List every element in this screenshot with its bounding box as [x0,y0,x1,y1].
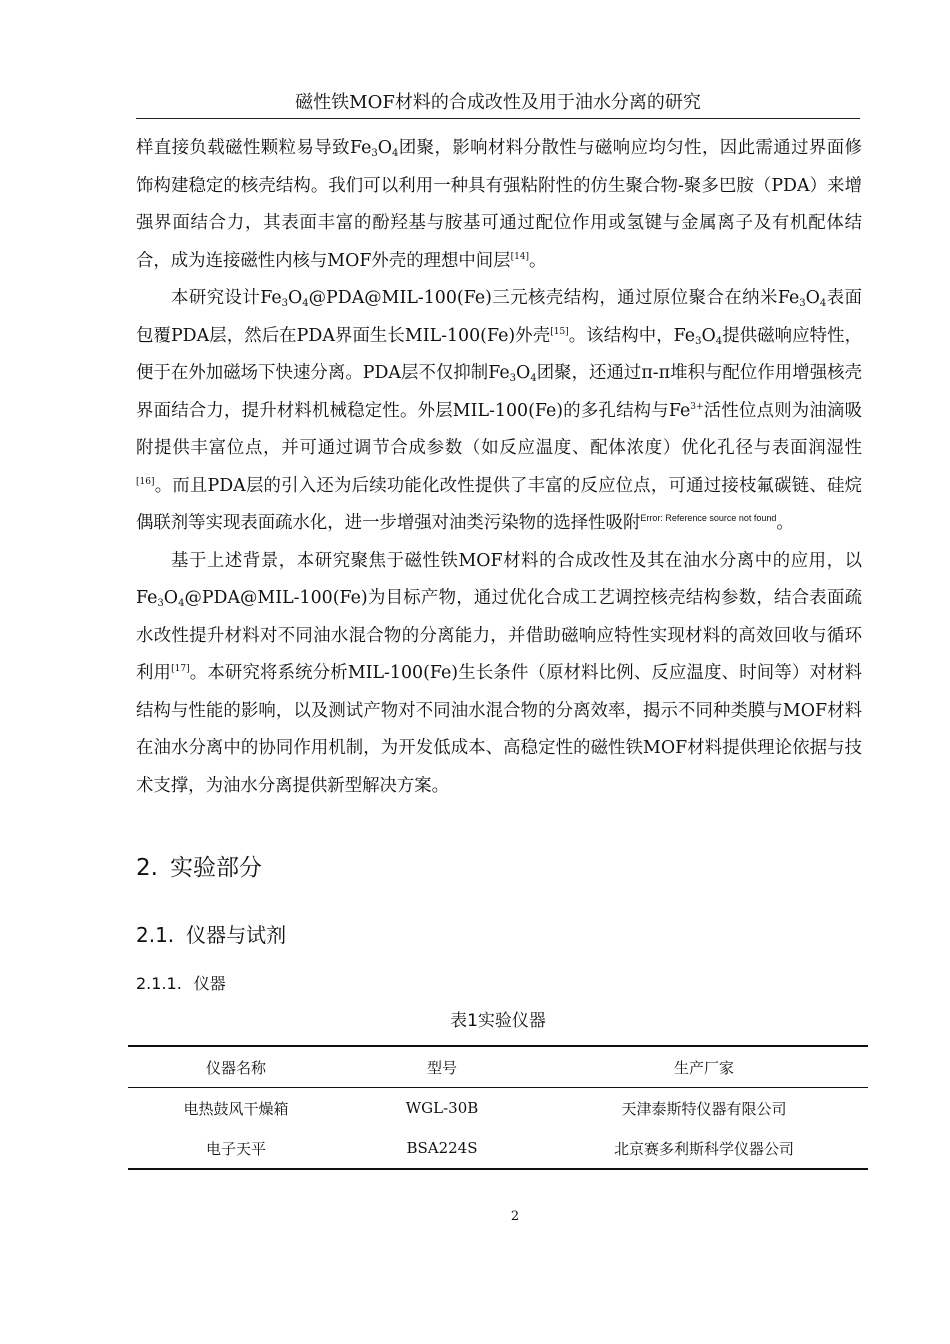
text-run: O [701,325,716,346]
text-run: @PDA@MIL-100(Fe)为目标产物，通过优化合成工艺调控核壳结构参数，结合表面疏水改性提升材料对不同油水混合物的分离能力，并借助磁响应特性实现材料的高效回收与循环利用 [136,588,862,683]
reference-error: Error: Reference source not found [640,513,777,523]
text-run: O [516,363,531,383]
table-cell: 电热鼓风干燥箱 [183,1099,289,1118]
section-heading-experimental [136,851,262,885]
table-cell: BSA224S [406,1139,478,1157]
text-run: @PDA@MIL-100(Fe)三元核壳结构，通过原位聚合在纳米Fe [308,288,800,308]
subscript: 3 [799,298,806,309]
subscript: 4 [819,298,827,309]
text-run: 。该结构中，Fe [568,325,696,346]
text-run: 。 [529,250,547,271]
text-run: O [805,288,820,308]
heading-text: 仪器与试剂 [186,923,287,947]
subscript: 3 [371,148,378,159]
text-run: 样直接负载磁性颗粒易导致Fe [136,138,372,158]
text-run: 提供磁响应特性，便于在外加磁场下快速分离。PDA层不仅抑制Fe [136,325,862,383]
heading-number: 2.1.1. [136,974,182,993]
text-run: O [163,588,179,608]
subscript: 4 [302,298,309,309]
paragraph-3 [136,543,862,806]
text-run: 表面包覆PDA层，然后在PDA界面生长MIL-100(Fe)外壳 [136,288,862,346]
column-header-model: 型号 [426,1058,457,1077]
column-header-manufacturer: 生产厂家 [673,1058,734,1077]
table-cell: 电子天平 [205,1139,266,1158]
subscript: 3 [695,335,702,347]
citation-15[interactable]: [15] [550,326,569,337]
subscript: 4 [392,148,399,159]
table-header-row [128,1046,868,1088]
subscript: 4 [530,373,537,384]
citation-16[interactable]: [16] [136,476,155,487]
subscript: 4 [715,335,723,347]
paragraph-1 [136,130,862,280]
text-run: 本研究设计Fe [171,288,282,308]
table-cell: 北京赛多利斯科学仪器公司 [613,1139,794,1158]
superscript-charge: 3+ [690,401,704,412]
text-run: O [377,138,393,158]
text-run: 团聚，还通过π-π堆积与配位作用增强核壳界面结合力，提升材料机械稳定性。外层MIL-100(Fe)的多孔结构与Fe [136,363,862,421]
text-run: O [288,288,303,308]
table-row [128,1128,868,1169]
running-header: 磁性铁MOF材料的合成改性及用于油水分离的研究 [136,90,860,119]
heading-number: 2.1. [136,923,175,947]
heading-number: 2. [136,855,158,881]
paragraph-2 [136,280,862,543]
citation-14[interactable]: [14] [510,251,530,262]
subscript: 3 [157,598,164,609]
column-header-instrument-name: 仪器名称 [205,1058,266,1077]
text-run: 。而且PDA层的引入还为后续功能化改性提供了丰富的反应位点，可通过接枝氟碳链、硅烷偶联剂等实现表面疏水化，进一步增强对油类污染物的选择性吸附 [136,475,862,533]
citation-17[interactable]: [17] [171,664,190,674]
heading-text: 实验部分 [169,855,262,881]
text-run: 团聚，影响材料分散性与磁响应均匀性，因此需通过界面修饰构建稳定的核壳结构。我们可以利用一种具有强粘附性的仿生聚合物-聚多巴胺（PDA）来增强界面结合力，其表面丰富的酚羟基与胺基可通过配位作用或氢键与金属离子及有机配体结合，成为连接磁性内核与MOF外壳的理想中间层 [136,138,862,271]
table-cell: WGL-30B [405,1099,479,1117]
subscript: 3 [281,298,289,309]
page-number: 2 [510,1209,520,1224]
table-row [128,1088,868,1129]
heading-text: 仪器 [193,974,226,993]
text-run: 。 [776,513,794,533]
table-caption: 表1实验仪器 [450,1011,546,1031]
subscript: 3 [509,373,517,384]
subsubsection-heading-instruments [136,971,226,997]
body-text [136,130,862,805]
text-run: 基于上述背景，本研究聚焦于磁性铁MOF材料的合成改性及其在油水分离中的应用，以Fe [136,550,862,608]
subsection-heading-instruments-reagents [136,920,286,950]
text-run: 活性位点则为油滴吸附提供丰富位点，并可通过调节合成参数（如反应温度、配体浓度）优化孔径与表面润湿性 [136,400,862,458]
table-cell: 天津泰斯特仪器有限公司 [621,1099,787,1118]
subscript: 4 [178,598,185,609]
instrument-table [128,1045,868,1170]
text-run: 。本研究将系统分析MIL-100(Fe)生长条件（原材料比例、反应温度、时间等）对材料结构与性能的影响，以及测试产物对不同油水混合物的分离效率，揭示不同种类膜与MOF材料在油水分离中的协同作用机制，为开发低成本、高稳定性的磁性铁MOF材料提供理论依据与技术支撑，为油水分离提供新型解决方案。 [136,663,862,796]
